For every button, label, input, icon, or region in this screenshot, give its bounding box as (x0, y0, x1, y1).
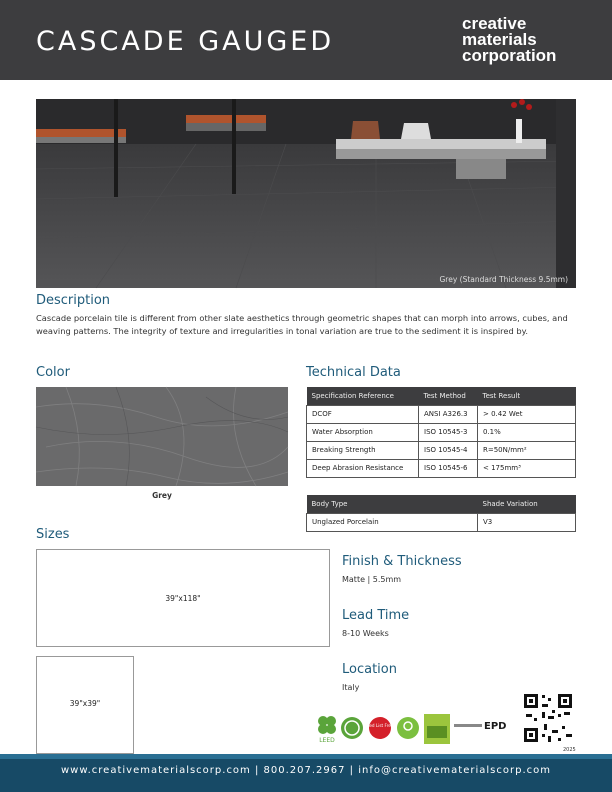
spec-cell: DCOF (307, 405, 419, 423)
col-method: Test Method (419, 387, 478, 405)
size-box-square (36, 656, 134, 754)
result-cell: R=50N/mm² (478, 441, 576, 459)
color-heading: Color (36, 365, 70, 380)
showroom-illustration (36, 99, 576, 288)
logo-line-2: materials (462, 30, 537, 49)
location-value: Italy (342, 683, 360, 692)
table-row (307, 405, 576, 423)
mindful-materials-icon (424, 714, 450, 744)
red-list-free-icon (368, 714, 392, 742)
finish-heading: Finish & Thickness (342, 554, 462, 569)
epd-logo-icon (454, 714, 514, 738)
sizes-heading: Sizes (36, 527, 70, 542)
table-row (307, 423, 576, 441)
table-row (307, 513, 576, 531)
method-cell: ISO 10545-3 (419, 423, 478, 441)
body-type-table (306, 495, 576, 532)
table-row (307, 459, 576, 477)
red-list-text: Red List Free (366, 723, 394, 728)
footer-bar (0, 759, 612, 792)
leed-text: LEED (319, 737, 335, 744)
hero-caption: Grey (Standard Thickness 9.5mm) (439, 275, 568, 284)
company-logo (462, 16, 556, 64)
spec-cell: Water Absorption (307, 423, 419, 441)
swatch-label: Grey (152, 491, 172, 500)
leed-logo-icon (316, 714, 338, 744)
shade-cell: V3 (478, 513, 576, 531)
recycle-badge-icon (340, 714, 364, 742)
hero-image (36, 99, 576, 288)
qr-code-icon (522, 692, 574, 744)
epd-text: EPD (484, 721, 507, 732)
technical-heading: Technical Data (306, 365, 401, 380)
logo-line-3: corporation (462, 46, 557, 65)
qr-code[interactable] (522, 692, 574, 744)
spec-cell: Deep Abrasion Resistance (307, 459, 419, 477)
col-shade-variation: Shade Variation (478, 495, 576, 513)
technical-table (306, 387, 576, 478)
footer-contact[interactable]: www.creativematerialscorp.com | 800.207.2967 | info@creativematerialscorp.com (61, 765, 551, 776)
description-heading: Description (36, 293, 111, 308)
col-spec: Specification Reference (307, 387, 419, 405)
method-cell: ANSI A326.3 (419, 405, 478, 423)
header-bar (0, 0, 612, 80)
finish-value: Matte | 5.5mm (342, 575, 402, 584)
color-swatch-image (36, 387, 288, 486)
slate-texture (36, 387, 288, 486)
lead-time-heading: Lead Time (342, 608, 410, 623)
body-header-row (307, 495, 576, 513)
location-heading: Location (342, 662, 397, 677)
method-cell: ISO 10545-4 (419, 441, 478, 459)
method-cell: ISO 10545-6 (419, 459, 478, 477)
col-body-type: Body Type (307, 495, 478, 513)
lead-time-value: 8-10 Weeks (342, 629, 389, 638)
spec-cell: Breaking Strength (307, 441, 419, 459)
page-title: CASCADE GAUGED (36, 26, 335, 57)
logo-line-1: creative (462, 14, 527, 33)
size-label: 39"x39" (69, 699, 101, 708)
description-text: Cascade porcelain tile is different from other slate aesthetics through geometric shapes that can morph into arrows, cubes, and weaving patterns. The integrity of texture and irregularities in tonal variation are true to the sediment it is inspired by. (36, 313, 568, 336)
result-cell: > 0.42 Wet (478, 405, 576, 423)
result-cell: 0.1% (478, 423, 576, 441)
technical-header-row (307, 387, 576, 405)
size-box-large (36, 549, 330, 647)
declare-badge-icon (396, 714, 420, 742)
col-result: Test Result (478, 387, 576, 405)
qr-year: 2025 (563, 747, 576, 753)
size-label: 39"x118" (165, 594, 201, 603)
table-row (307, 441, 576, 459)
result-cell: < 175mm³ (478, 459, 576, 477)
body-type-cell: Unglazed Porcelain (307, 513, 478, 531)
